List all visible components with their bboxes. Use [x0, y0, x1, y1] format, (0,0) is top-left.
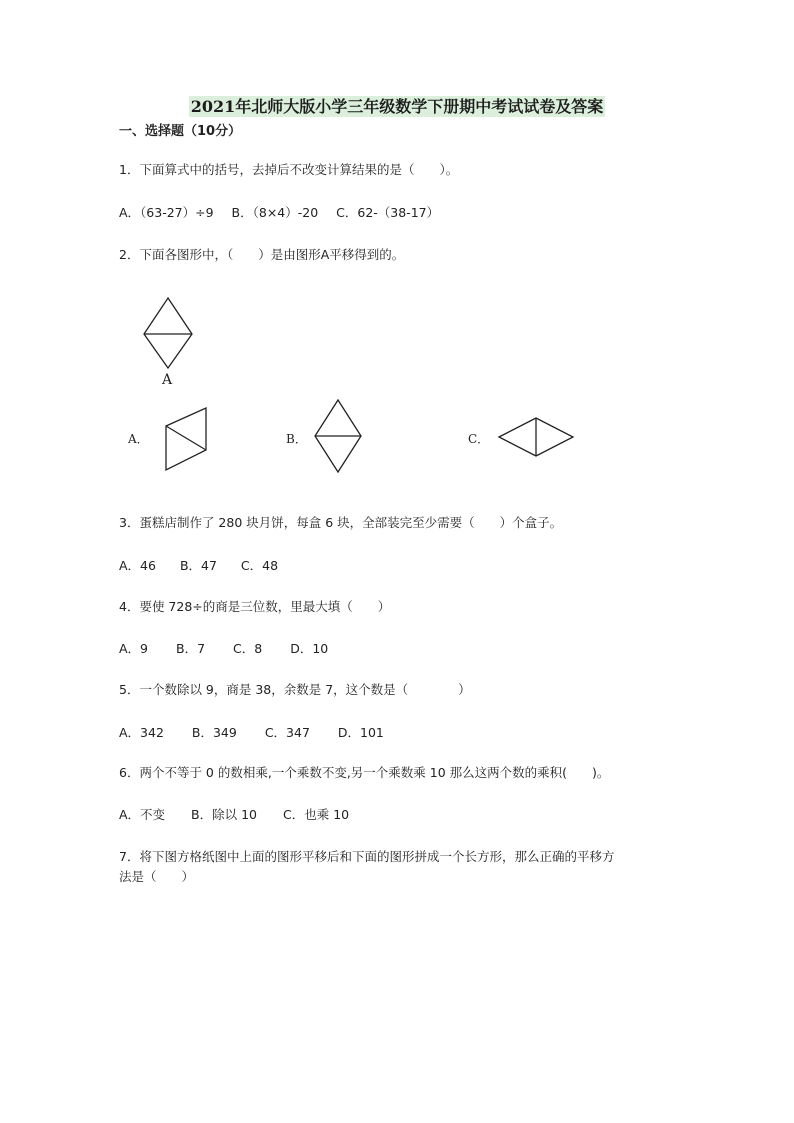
- figure-a-label: A: [162, 372, 173, 388]
- question-5-option-d: D．101: [337, 725, 384, 740]
- question-5-option-c: C．347: [264, 725, 310, 740]
- question-2-option-c-label: C．: [468, 432, 490, 446]
- question-2-option-a-figure: [160, 404, 212, 474]
- question-1-options: [119, 203, 439, 221]
- question-4-stem: 4．要使 728÷的商是三位数，里最大填（ ）: [119, 599, 391, 614]
- question-4-option-d: D．10: [290, 641, 329, 656]
- question-5-option-a: A．342: [119, 725, 164, 740]
- question-5-stem: 5．一个数除以 9，商是 38，余数是 7，这个数是（ ）: [119, 682, 471, 697]
- question-4-option-a: A．9: [119, 641, 149, 656]
- question-7-stem-line-2: 法是（ ）: [119, 869, 195, 884]
- question-6-option-a: A．不变: [119, 807, 166, 822]
- question-6-stem: 6．两个不等于 0 的数相乘,一个乘数不变,另一个乘数乘 10 那么这两个数的乘积( )。: [119, 765, 610, 780]
- question-5-option-b: B．349: [191, 725, 237, 740]
- question-6-option-b: B．除以 10: [191, 807, 258, 822]
- question-1-option-b: B．（8×4）-20: [231, 205, 319, 220]
- figure-a-rhombus: [140, 296, 200, 372]
- question-2-option-a-label: A．: [128, 432, 149, 446]
- question-2-option-b-label: B．: [286, 432, 307, 446]
- question-1-stem: 1．下面算式中的括号，去掉后不改变计算结果的是（ ）。: [119, 162, 459, 177]
- question-3-options: [119, 556, 278, 574]
- question-4-option-b: B．7: [176, 641, 206, 656]
- question-6-option-c: C．也乘 10: [283, 807, 350, 822]
- question-3-stem: 3．蛋糕店制作了 280 块月饼，每盒 6 块，全部装完至少需要（ ）个盒子。: [119, 515, 563, 530]
- document-title: [0, 94, 794, 117]
- question-7-stem-line-1: 7．将下图方格纸图中上面的图形平移后和下面的图形拼成一个长方形，那么正确的平移方: [119, 849, 615, 864]
- section-heading-choice: 一、选择题（10分）: [119, 124, 242, 139]
- question-1-option-c: C．62-（38-17）: [336, 205, 440, 220]
- question-1-option-a: A．（63-27）÷9: [119, 205, 214, 220]
- question-2-option-c-figure: [496, 416, 576, 460]
- document-title-text: 2021年北师大版小学三年级数学下册期中考试试卷及答案: [190, 97, 604, 116]
- question-2-option-b-figure: [312, 398, 364, 476]
- question-3-option-c: C．48: [240, 558, 279, 573]
- question-3-option-a: A．46: [119, 558, 156, 573]
- question-4-options: [119, 639, 328, 657]
- question-4-option-c: C．8: [233, 641, 263, 656]
- question-2-stem: 2．下面各图形中，（ ）是由图形A平移得到的。: [119, 247, 405, 262]
- question-3-option-b: B．47: [179, 558, 217, 573]
- question-6-options: [119, 805, 349, 823]
- question-5-options: [119, 723, 384, 741]
